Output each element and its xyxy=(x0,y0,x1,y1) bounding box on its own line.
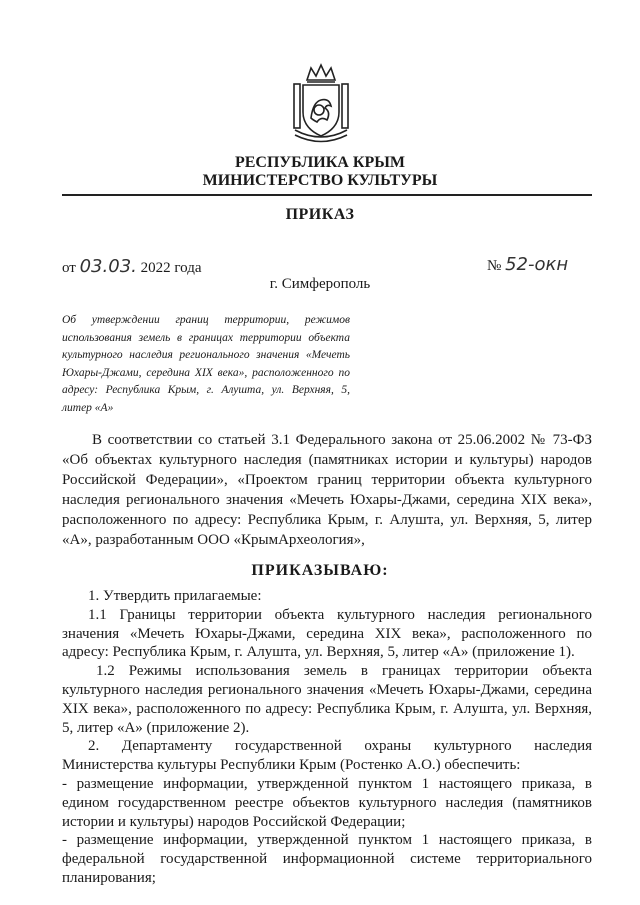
order-body xyxy=(62,587,592,888)
item-2: 2. Департаменту государственной охраны культурного наследия Министерства культуры Республики Крым (Ростенко А.О.) обеспечить: xyxy=(62,738,592,774)
item-2-bullet-1: - размещение информации, утвержденной пунктом 1 настоящего приказа, в едином государственном реестре объектов культурного наследия (памятников истории и культуры) народов Российской Федерации; xyxy=(62,775,592,830)
handwritten-date: 03.03. xyxy=(79,256,137,277)
crimea-coat-of-arms-icon xyxy=(289,62,353,144)
city: г. Симферополь xyxy=(269,276,371,292)
header-divider xyxy=(62,194,592,196)
document-type: ПРИКАЗ xyxy=(285,206,355,223)
number-prefix: № xyxy=(487,258,502,274)
date-prefix: от xyxy=(62,260,76,276)
preamble: В соответствии со статьей 3.1 Федерального закона от 25.06.2002 № 73-ФЗ «Об объектах культурного наследия (памятниках истории и культуры) народов Российской Федерации», «Проектом границ территории объекта культурного наследия регионального значения «Мечеть Юхары-Джами, середина XIX века», расположенного по адресу: Республика Крым, г. Алушта, ул. Верхняя, 5, литер «А», разработанным ООО «КрымАрхеология», xyxy=(62,432,592,548)
order-subject: Об утверждении границ территории, режимов использования земель в границах территории объекта культурного наследия регионального значения «Мечеть Юхары-Джами, середина XIX века», расположенного по адресу: Республика Крым, г. Алушта, ул. Верхняя, 5, литер «А» xyxy=(62,314,350,414)
republic-name: РЕСПУБЛИКА КРЫМ xyxy=(234,154,406,171)
item-2-bullet-2: - размещение информации, утвержденной пунктом 1 настоящего приказа, в федеральной государственной информационной системе территориального планирования; xyxy=(62,832,592,886)
item-1: 1. Утвердить прилагаемые: xyxy=(88,588,262,604)
handwritten-number: 52-окн xyxy=(505,254,569,275)
date-year: 2022 года xyxy=(140,260,202,276)
order-date xyxy=(62,256,202,277)
item-1-2: 1.2 Режимы использования земель в границах территории объекта культурного наследия регионального значения «Мечеть Юхары-Джами, середина XIX века», расположенного по адресу: Республика Крым, г. Алушта, ул. Верхняя, 5, литер «А» (приложение 2). xyxy=(62,663,592,736)
item-1-1: 1.1 Границы территории объекта культурного наследия регионального значения «Мечеть Юхары-Джами, середина XIX века», расположенного по адресу: Республика Крым, г. Алушта, ул. Верхняя, 5, литер «А» (приложение 1). xyxy=(62,606,592,661)
ministry-name: МИНИСТЕРСТВО КУЛЬТУРЫ xyxy=(202,172,438,189)
order-number xyxy=(487,254,568,275)
order-heading: ПРИКАЗЫВАЮ: xyxy=(251,562,389,579)
